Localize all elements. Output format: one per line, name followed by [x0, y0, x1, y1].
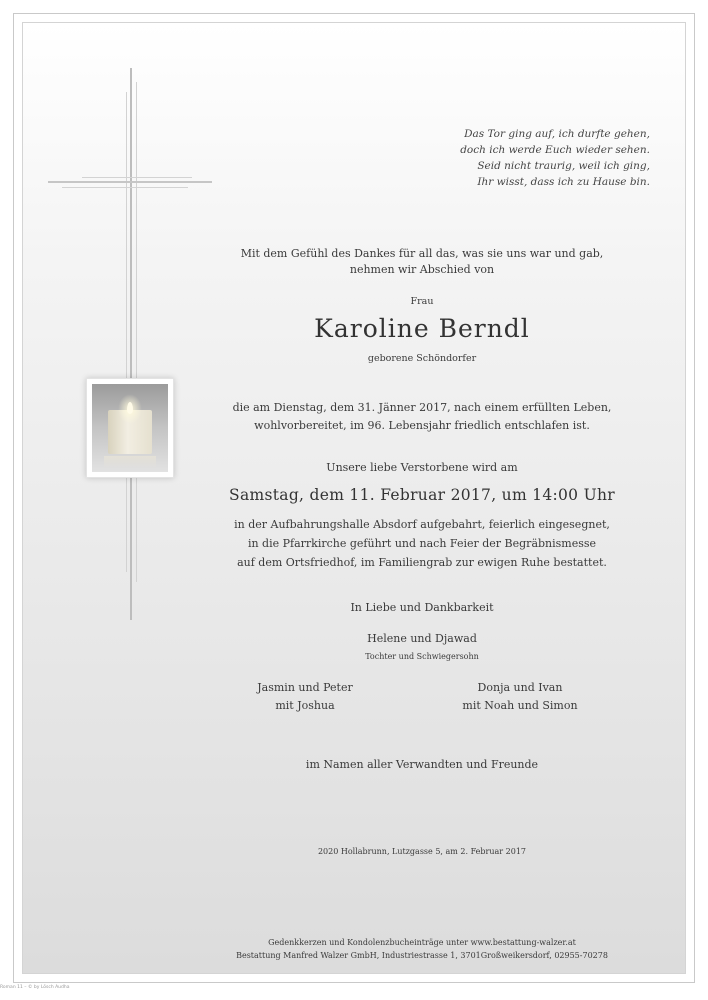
- family-left-line-1: Jasmin und Peter: [257, 681, 353, 694]
- on-behalf-line: im Namen aller Verwandten und Freunde: [305, 758, 539, 771]
- family-main-names: Helene und Djawad: [367, 632, 477, 645]
- poem-line-1: Das Tor ging auf, ich durfte gehen,: [464, 128, 650, 140]
- salutation: Frau: [410, 296, 434, 307]
- footer-line-2: Bestattung Manfred Walzer GmbH, Industriestrasse 1, 3701Großweikersdorf, 02955-70278: [236, 951, 608, 960]
- intro-line-1: Mit dem Gefühl des Dankes für all das, was sie uns war und gab,: [240, 247, 604, 260]
- death-notice-line-2: wohlvorbereitet, im 96. Lebensjahr friedlich entschlafen ist.: [254, 419, 590, 432]
- funeral-details-line-3: auf dem Ortsfriedhof, im Familiengrab zur ewigen Ruhe bestattet.: [237, 556, 607, 569]
- funeral-intro: Unsere liebe Verstorbene wird am: [326, 461, 518, 474]
- intro-line-2: nehmen wir Abschied von: [349, 263, 495, 276]
- death-notice-line-1: die am Dienstag, dem 31. Jänner 2017, nach einem erfüllten Leben,: [232, 401, 612, 414]
- place-date: 2020 Hollabrunn, Lutzgasse 5, am 2. Februar 2017: [317, 847, 527, 856]
- closing-line: In Liebe und Dankbarkeit: [350, 601, 494, 614]
- candle-flame-icon: [127, 402, 133, 414]
- funeral-details-line-1: in der Aufbahrungshalle Absdorf aufgebahrt, feierlich eingesegnet,: [234, 518, 610, 531]
- birth-name: geborene Schöndorfer: [367, 353, 477, 364]
- family-right-line-2: mit Noah und Simon: [462, 699, 578, 712]
- family-right-line-1: Donja und Ivan: [477, 681, 563, 694]
- candle-image: [92, 384, 168, 472]
- deceased-name: Karoline Berndl: [314, 314, 530, 343]
- footer-line-1: Gedenkkerzen und Kondolenzbucheinträge unter www.bestattung-walzer.at: [268, 938, 576, 947]
- funeral-details-line-2: in die Pfarrkirche geführt und nach Feier der Begräbnismesse: [247, 537, 597, 550]
- poem-line-2: doch ich werde Euch wieder sehen.: [460, 144, 650, 156]
- family-left-line-2: mit Joshua: [275, 699, 335, 712]
- poem-line-3: Seid nicht traurig, weil ich ging,: [477, 160, 650, 172]
- print-code: Roman 11 – © by Lösch Audha: [0, 985, 70, 990]
- funeral-date: Samstag, dem 11. Februar 2017, um 14:00 Uhr: [229, 486, 615, 504]
- candle-photo: [86, 378, 174, 478]
- family-main-relation: Tochter und Schwiegersohn: [365, 652, 479, 661]
- poem-line-4: Ihr wisst, dass ich zu Hause bin.: [477, 176, 650, 188]
